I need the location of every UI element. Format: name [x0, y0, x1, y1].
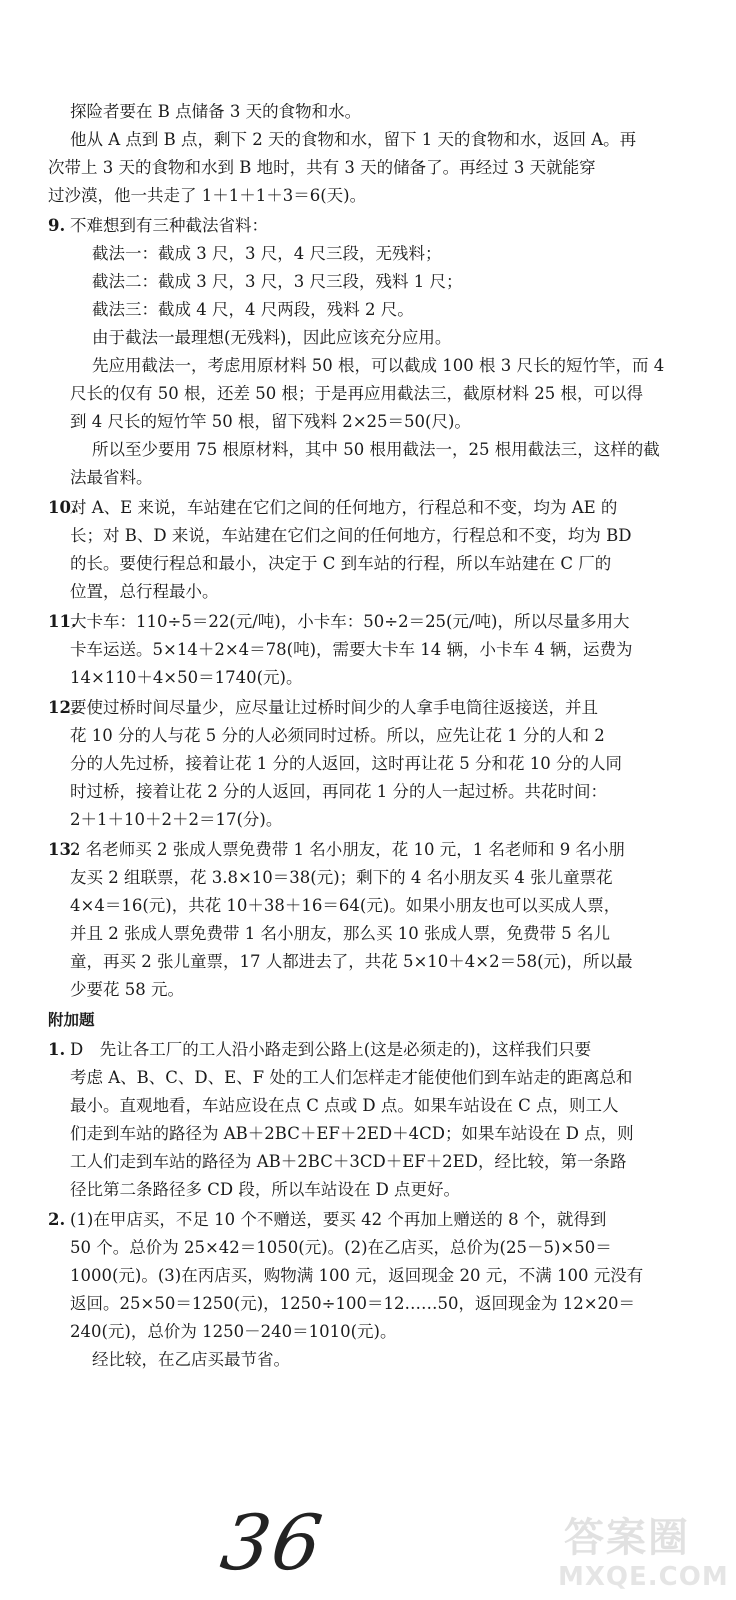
answer-line: [70, 578, 728, 606]
answer-line: [70, 1346, 728, 1374]
answer-line: [70, 1176, 728, 1204]
line-text: 径比第二条路径多 CD 段，所以车站设在 D 点更好。: [70, 1180, 461, 1199]
answer-item: [48, 608, 728, 692]
intro-line: 次带上 3 天的食物和水到 B 地时，共有 3 天的储备了。再经过 3 天就能穿: [48, 158, 596, 177]
line-text: 法最省料。: [70, 468, 153, 487]
answer-item: [48, 694, 728, 834]
answer-item: [48, 836, 728, 1004]
line-text: 时过桥，接着让花 2 分的人返回，再同花 1 分的人一起过桥。共花时间：: [70, 782, 607, 801]
answer-line: [70, 948, 728, 976]
item-number: 2.: [48, 1210, 66, 1229]
answer-line: [70, 380, 728, 408]
answer-line: [70, 436, 728, 464]
line-text: 对 A、E 来说，车站建在它们之间的任何地方，行程总和不变，均为 AE 的: [70, 498, 618, 517]
answer-line: [70, 1092, 728, 1120]
answer-line: [70, 522, 728, 550]
watermark-text-top: 答案圈: [564, 1515, 690, 1561]
item-number: 13.: [48, 840, 77, 859]
answer-line: [70, 1148, 728, 1176]
answer-line: [70, 1318, 728, 1346]
line-text: 返回。25×50＝1250(元)，1250÷100＝12……50，返回现金为 12×20＝: [70, 1294, 636, 1313]
answer-line: [70, 806, 728, 834]
extra-answer-items: [48, 1036, 728, 1374]
line-text: 们走到车站的路径为 AB＋2BC＋EF＋2ED＋4CD；如果车站设在 D 点，则: [70, 1124, 634, 1143]
line-text: 工人们走到车站的路径为 AB＋2BC＋3CD＋EF＋2ED，经比较，第一条路: [70, 1152, 627, 1171]
answer-item: [48, 1206, 728, 1374]
answer-line: [70, 1290, 728, 1318]
line-text: 的长。要使行程总和最小，决定于 C 到车站的行程，所以车站建在 C 厂的: [70, 554, 612, 573]
line-text: 截法三：截成 4 尺，4 尺两段，残料 2 尺。: [92, 300, 414, 319]
line-text: (1)在甲店买，不足 10 个不赠送，要买 42 个再加上赠送的 8 个，就得到: [70, 1210, 607, 1229]
answer-line: [70, 750, 728, 778]
answer-line: [70, 636, 728, 664]
answer-line: [70, 550, 728, 578]
answer-line: [70, 1234, 728, 1262]
answer-line: [48, 212, 728, 240]
line-text: 截法一：截成 3 尺，3 尺，4 尺三段，无残料；: [92, 244, 442, 263]
line-text: 分的人先过桥，接着让花 1 分的人返回，这时再让花 5 分和花 10 分的人同: [70, 754, 622, 773]
answer-line: [70, 240, 728, 268]
answer-line: [48, 1206, 728, 1234]
answer-line: [70, 408, 728, 436]
answer-line: [48, 608, 728, 636]
line-text: 14×110＋4×50＝1740(元)。: [70, 668, 303, 687]
line-text: 友买 2 组联票，花 3.8×10＝38(元)；剩下的 4 名小朋友买 4 张儿童票花: [70, 868, 613, 887]
item-number: 1.: [48, 1040, 66, 1059]
item-number: 11.: [48, 612, 77, 631]
line-text: 到 4 尺长的短竹竿 50 根，留下残料 2×25＝50(尺)。: [70, 412, 471, 431]
answer-line: [48, 694, 728, 722]
answer-line: [70, 892, 728, 920]
answer-line: [70, 778, 728, 806]
answer-line: [48, 1036, 728, 1064]
answer-item: [48, 212, 728, 492]
line-text: 少要花 58 元。: [70, 980, 184, 999]
line-text: 由于截法一最理想(无残料)，因此应该充分应用。: [92, 328, 452, 347]
answer-line: [70, 920, 728, 948]
intro-line: 他从 A 点到 B 点，剩下 2 天的食物和水，留下 1 天的食物和水，返回 A。再: [70, 130, 637, 149]
line-text: 经比较，在乙店买最节省。: [92, 1350, 290, 1369]
line-text: 所以至少要用 75 根原材料，其中 50 根用截法一，25 根用截法三，这样的截: [92, 440, 660, 459]
page-number: 36: [215, 1498, 330, 1587]
answer-line: [48, 494, 728, 522]
line-text: 大卡车：110÷5＝22(元/吨)，小卡车：50÷2＝25(元/吨)，所以尽量多用大: [70, 612, 630, 631]
answer-line: [70, 1064, 728, 1092]
line-text: 卡车运送。5×14＋2×4＝78(吨)，需要大卡车 14 辆，小卡车 4 辆，运费为: [70, 640, 633, 659]
answer-line: [70, 1262, 728, 1290]
answer-line: [70, 722, 728, 750]
answer-line: [70, 352, 728, 380]
answer-line: [70, 1120, 728, 1148]
line-text: 1000(元)。(3)在丙店买，购物满 100 元，返回现金 20 元，不满 100 元没有: [70, 1266, 644, 1285]
answer-item: [48, 494, 728, 606]
line-text: 长；对 B、D 来说，车站建在它们之间的任何地方，行程总和不变，均为 BD: [70, 526, 632, 545]
line-text: 位置，总行程最小。: [70, 582, 219, 601]
section-title: 附加题: [48, 1011, 95, 1029]
line-text: 童，再买 2 张儿童票，17 人都进去了，共花 5×10＋4×2＝58(元)，所以最: [70, 952, 633, 971]
answer-line: [70, 976, 728, 1004]
watermark-logo: [540, 1515, 730, 1595]
line-text: 4×4＝16(元)，共花 10＋38＋16＝64(元)。如果小朋友也可以买成人票，: [70, 896, 621, 915]
intro-line: 过沙漠，他一共走了 1＋1＋1＋3＝6(天)。: [48, 186, 367, 205]
line-text: 截法二：截成 3 尺，3 尺，3 尺三段，残料 1 尺；: [92, 272, 463, 291]
item-number: 12.: [48, 698, 77, 717]
item-number: 10.: [48, 498, 77, 517]
answer-line: [70, 864, 728, 892]
line-text: 不难想到有三种截法省料：: [70, 216, 268, 235]
line-text: 2 名老师买 2 张成人票免费带 1 名小朋友，花 10 元，1 名老师和 9 名小朋: [70, 840, 625, 859]
answer-content: [48, 98, 728, 1374]
answer-line: [70, 324, 728, 352]
answer-line: [70, 664, 728, 692]
answer-line: [70, 296, 728, 324]
answer-line: [70, 268, 728, 296]
line-text: 50 个。总价为 25×42＝1050(元)。(2)在乙店买，总价为(25－5)×50＝: [70, 1238, 612, 1257]
line-text: 240(元)，总价为 1250－240＝1010(元)。: [70, 1322, 397, 1341]
line-text: 花 10 分的人与花 5 分的人必须同时过桥。所以，应先让花 1 分的人和 2: [70, 726, 605, 745]
intro-line: 探险者要在 B 点储备 3 天的食物和水。: [70, 102, 362, 121]
intro-block: [48, 98, 728, 210]
line-text: 尺长的仅有 50 根，还差 50 根；于是再应用截法三，截原材料 25 根，可以得: [70, 384, 643, 403]
answer-items: [48, 212, 728, 1004]
line-text: 最小。直观地看，车站应设在点 C 点或 D 点。如果车站设在 C 点，则工人: [70, 1096, 619, 1115]
line-text: 并且 2 张成人票免费带 1 名小朋友，那么买 10 张成人票，免费带 5 名儿: [70, 924, 610, 943]
line-text: D 先让各工厂的工人沿小路走到公路上(这是必须走的)，这样我们只要: [70, 1040, 592, 1059]
line-text: 2＋1＋10＋2＋2＝17(分)。: [70, 810, 283, 829]
answer-item: [48, 1036, 728, 1204]
answer-line: [48, 836, 728, 864]
item-number: 9.: [48, 216, 66, 235]
answer-line: [70, 464, 728, 492]
line-text: 考虑 A、B、C、D、E、F 处的工人们怎样走才能使他们到车站走的距离总和: [70, 1068, 633, 1087]
watermark-text-bottom: MXQE.COM: [558, 1562, 729, 1592]
line-text: 要使过桥时间尽量少，应尽量让过桥时间少的人拿手电筒往返接送，并且: [70, 698, 598, 717]
line-text: 先应用截法一，考虑用原材料 50 根，可以截成 100 根 3 尺长的短竹竿，而 4: [92, 356, 665, 375]
